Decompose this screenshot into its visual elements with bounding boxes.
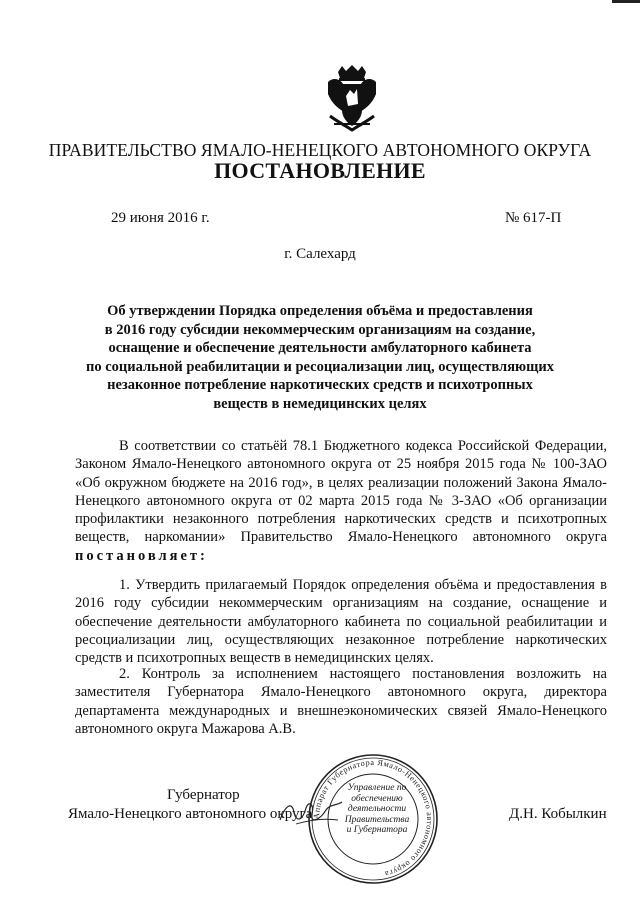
signatory-name: Д.Н. Кобылкин: [509, 806, 607, 822]
preamble-text: В соответствии со статьёй 78.1 Бюджетного кодекса Российской Федерации, Законом Ямало-Ненецкого автономного округа от 25 ноября 2015 года № 100-ЗАО «Об окружном бюджете на 2016 год», в целях реализации положений Закона Ямало-Ненецкого автономного округа от 02 марта 2015 года № 3-ЗАО «Об организации профилактики незаконного потребления наркотических средств и психотропных веществ, наркомании» Правительство Ямало-Ненецкого автономного округа: [75, 438, 607, 546]
stamp-line: Управление по: [347, 783, 407, 793]
stamp-line: и Губернатора: [346, 825, 408, 835]
clause-2-paragraph: [75, 665, 607, 738]
document-date: 29 июня 2016 г.: [111, 210, 210, 226]
document-number: № 617-П: [505, 210, 562, 226]
title-line: веществ в немедицинских целях: [213, 395, 427, 412]
document-city: г. Салехард: [284, 246, 356, 262]
clause-2-text: 2. Контроль за исполнением настоящего постановления возложить на заместителя Губернатора Ямало-Ненецкого автономного округа, директора департамента международных и внешнеэкономических связей Ямало-Ненецкого автономного округа Мажарова А.В.: [75, 666, 607, 737]
handwritten-signature: [276, 798, 346, 828]
document-type: ПОСТАНОВЛЕНИЕ: [214, 158, 426, 183]
stamp-line: обеспечению: [351, 793, 403, 804]
scan-edge-mark: [612, 0, 640, 3]
title-line: в 2016 году субсидии некоммерческим организациям на создание,: [104, 321, 536, 338]
government-name: ПРАВИТЕЛЬСТВО ЯМАЛО-НЕНЕЦКОГО АВТОНОМНОГО ОКРУГА: [48, 140, 592, 160]
signatory-title: Губернатор: [167, 787, 240, 803]
title-line: Об утверждении Порядка определения объёма и предоставления: [107, 303, 533, 319]
document-title: [80, 302, 560, 413]
stamp-ring-text: Аппарат Губернатора Ямало-Ненецкого автономного округа: [311, 757, 435, 879]
title-line: незаконное потребление наркотических средств и психотропных: [107, 377, 533, 393]
coat-of-arms-icon: [324, 64, 380, 134]
title-line: оснащение и обеспечение деятельности амбулаторного кабинета: [108, 340, 532, 356]
title-line: по социальной реабилитации и ресоциализации лиц, осуществляющих: [86, 358, 554, 375]
stamp-line: Правительства: [344, 814, 410, 825]
stamp-line: деятельности: [347, 804, 407, 814]
stamp-center-text: [338, 783, 416, 836]
clause-1-text: 1. Утвердить прилагаемый Порядок определения объёма и предоставления в 2016 году субсидии некоммерческим организациям на создание, оснащение и обеспечение деятельности амбулаторного кабинета по социальной реабилитации и ресоциализации лиц, осуществляющих незаконное потребление наркотических средств и психотропных веществ в немедицинских целях.: [75, 577, 607, 667]
resolution-word: постановляет:: [75, 547, 208, 564]
signatory-org: Ямало-Ненецкого автономного округа: [68, 806, 313, 822]
preamble-paragraph: [75, 437, 607, 565]
clause-1-paragraph: [75, 576, 607, 667]
